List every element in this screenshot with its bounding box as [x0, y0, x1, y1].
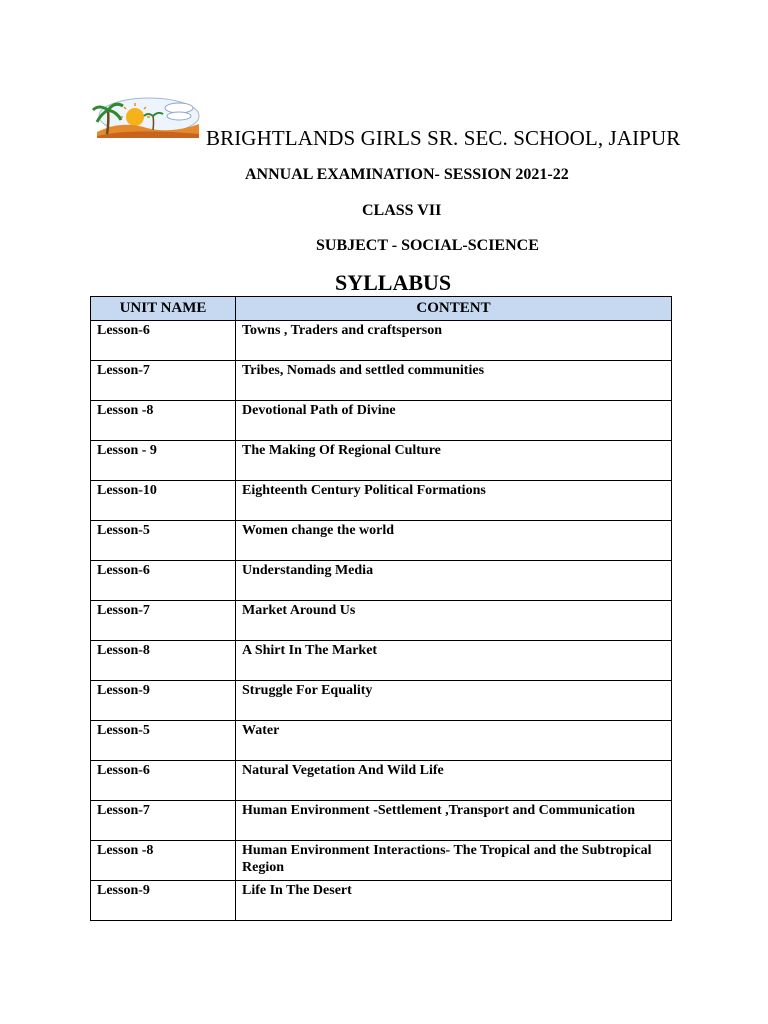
content-cell: Natural Vegetation And Wild Life [236, 761, 672, 801]
column-header-content: CONTENT [236, 297, 672, 321]
school-name: BRIGHTLANDS GIRLS SR. SEC. SCHOOL, JAIPUR [206, 126, 681, 150]
content-cell: Towns , Traders and craftsperson [236, 321, 672, 361]
table-row [91, 561, 672, 601]
unit-cell: Lesson-6 [91, 761, 236, 801]
content-cell: Human Environment -Settlement ,Transport and Communication [236, 801, 672, 841]
school-logo [91, 94, 204, 148]
unit-cell: Lesson-9 [91, 881, 236, 921]
content-cell: Struggle For Equality [236, 681, 672, 721]
unit-cell: Lesson-5 [91, 721, 236, 761]
table-row [91, 761, 672, 801]
content-cell: Life In The Desert [236, 881, 672, 921]
content-cell: Devotional Path of Divine [236, 401, 672, 441]
unit-cell: Lesson-9 [91, 681, 236, 721]
subject-label: SUBJECT - SOCIAL-SCIENCE [316, 237, 539, 254]
page-title: SYLLABUS [335, 270, 452, 295]
content-cell: The Making Of Regional Culture [236, 441, 672, 481]
table-row [91, 881, 672, 921]
unit-cell: Lesson-10 [91, 481, 236, 521]
table-row [91, 481, 672, 521]
content-cell: Human Environment Interactions- The Tropical and the Subtropical Region [236, 841, 672, 881]
table-row [91, 401, 672, 441]
column-header-unit-name: UNIT NAME [91, 297, 236, 321]
table-row [91, 521, 672, 561]
content-cell: Eighteenth Century Political Formations [236, 481, 672, 521]
unit-cell: Lesson-7 [91, 601, 236, 641]
content-cell: Women change the world [236, 521, 672, 561]
content-cell: Tribes, Nomads and settled communities [236, 361, 672, 401]
unit-cell: Lesson-5 [91, 521, 236, 561]
syllabus-table [90, 296, 672, 921]
content-cell: A Shirt In The Market [236, 641, 672, 681]
content-cell: Understanding Media [236, 561, 672, 601]
table-header-row [91, 297, 672, 321]
unit-cell: Lesson-6 [91, 321, 236, 361]
logo-emblem-icon [91, 94, 204, 148]
table-row [91, 641, 672, 681]
unit-cell: Lesson -8 [91, 841, 236, 881]
content-cell: Market Around Us [236, 601, 672, 641]
table-row [91, 681, 672, 721]
unit-cell: Lesson-6 [91, 561, 236, 601]
unit-cell: Lesson -8 [91, 401, 236, 441]
table-row [91, 441, 672, 481]
content-cell: Water [236, 721, 672, 761]
table-row [91, 801, 672, 841]
table-row [91, 841, 672, 881]
unit-cell: Lesson - 9 [91, 441, 236, 481]
unit-cell: Lesson-7 [91, 361, 236, 401]
class-label: CLASS VII [362, 202, 442, 219]
table-row [91, 721, 672, 761]
table-row [91, 601, 672, 641]
table-row [91, 361, 672, 401]
unit-cell: Lesson-8 [91, 641, 236, 681]
table-row [91, 321, 672, 361]
exam-session: ANNUAL EXAMINATION- SESSION 2021-22 [245, 166, 569, 183]
unit-cell: Lesson-7 [91, 801, 236, 841]
